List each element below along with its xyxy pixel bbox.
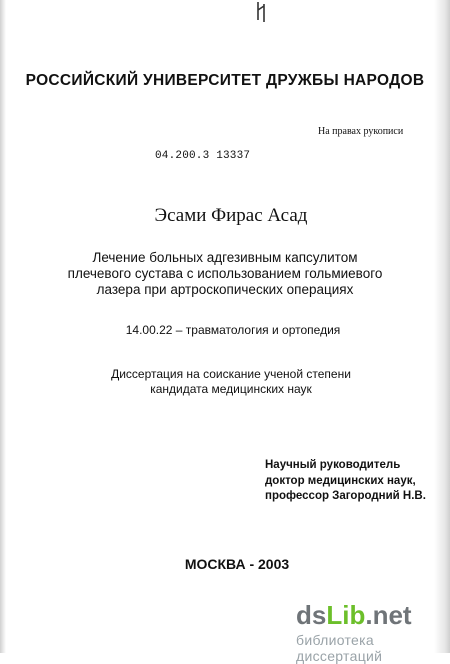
university-name: РОССИЙСКИЙ УНИВЕРСИТЕТ ДРУЖБЫ НАРОДОВ	[25, 72, 425, 89]
dissertation-title	[0, 250, 450, 298]
title-line: Лечение больных адгезивным капсулитом	[92, 250, 358, 265]
supervisor-line: Научный руководитель	[265, 459, 401, 471]
watermark-logo: dsLib.net	[296, 600, 412, 630]
stamp-mark-icon	[255, 0, 269, 24]
degree-line: Диссертация на соискание ученой степени	[111, 367, 351, 381]
scan-left-shadow	[0, 0, 6, 653]
degree-line: кандидата медицинских наук	[150, 382, 312, 396]
title-line: лазера при артроскопических операциях	[96, 282, 354, 297]
author-name: Эсами Фирас Асад	[154, 205, 308, 226]
manuscript-rights-label: На правах рукописи	[318, 126, 404, 137]
degree-statement	[6, 367, 450, 397]
title-line: плечевого сустава с использованием гольмиевого	[67, 266, 383, 281]
watermark-subtitle: библиотека диссертаций	[296, 632, 383, 664]
specialty-code: 14.00.22 – травматология и ортопедия	[125, 323, 341, 337]
city-year: МОСКВА - 2003	[184, 556, 290, 572]
catalog-number: 04.200.3 13337	[155, 150, 251, 162]
dslib-watermark	[296, 600, 448, 664]
supervisor-block	[265, 458, 426, 505]
supervisor-line: доктор медицинских наук,	[265, 474, 416, 487]
supervisor-line: профессор Загородний Н.В.	[265, 490, 426, 502]
